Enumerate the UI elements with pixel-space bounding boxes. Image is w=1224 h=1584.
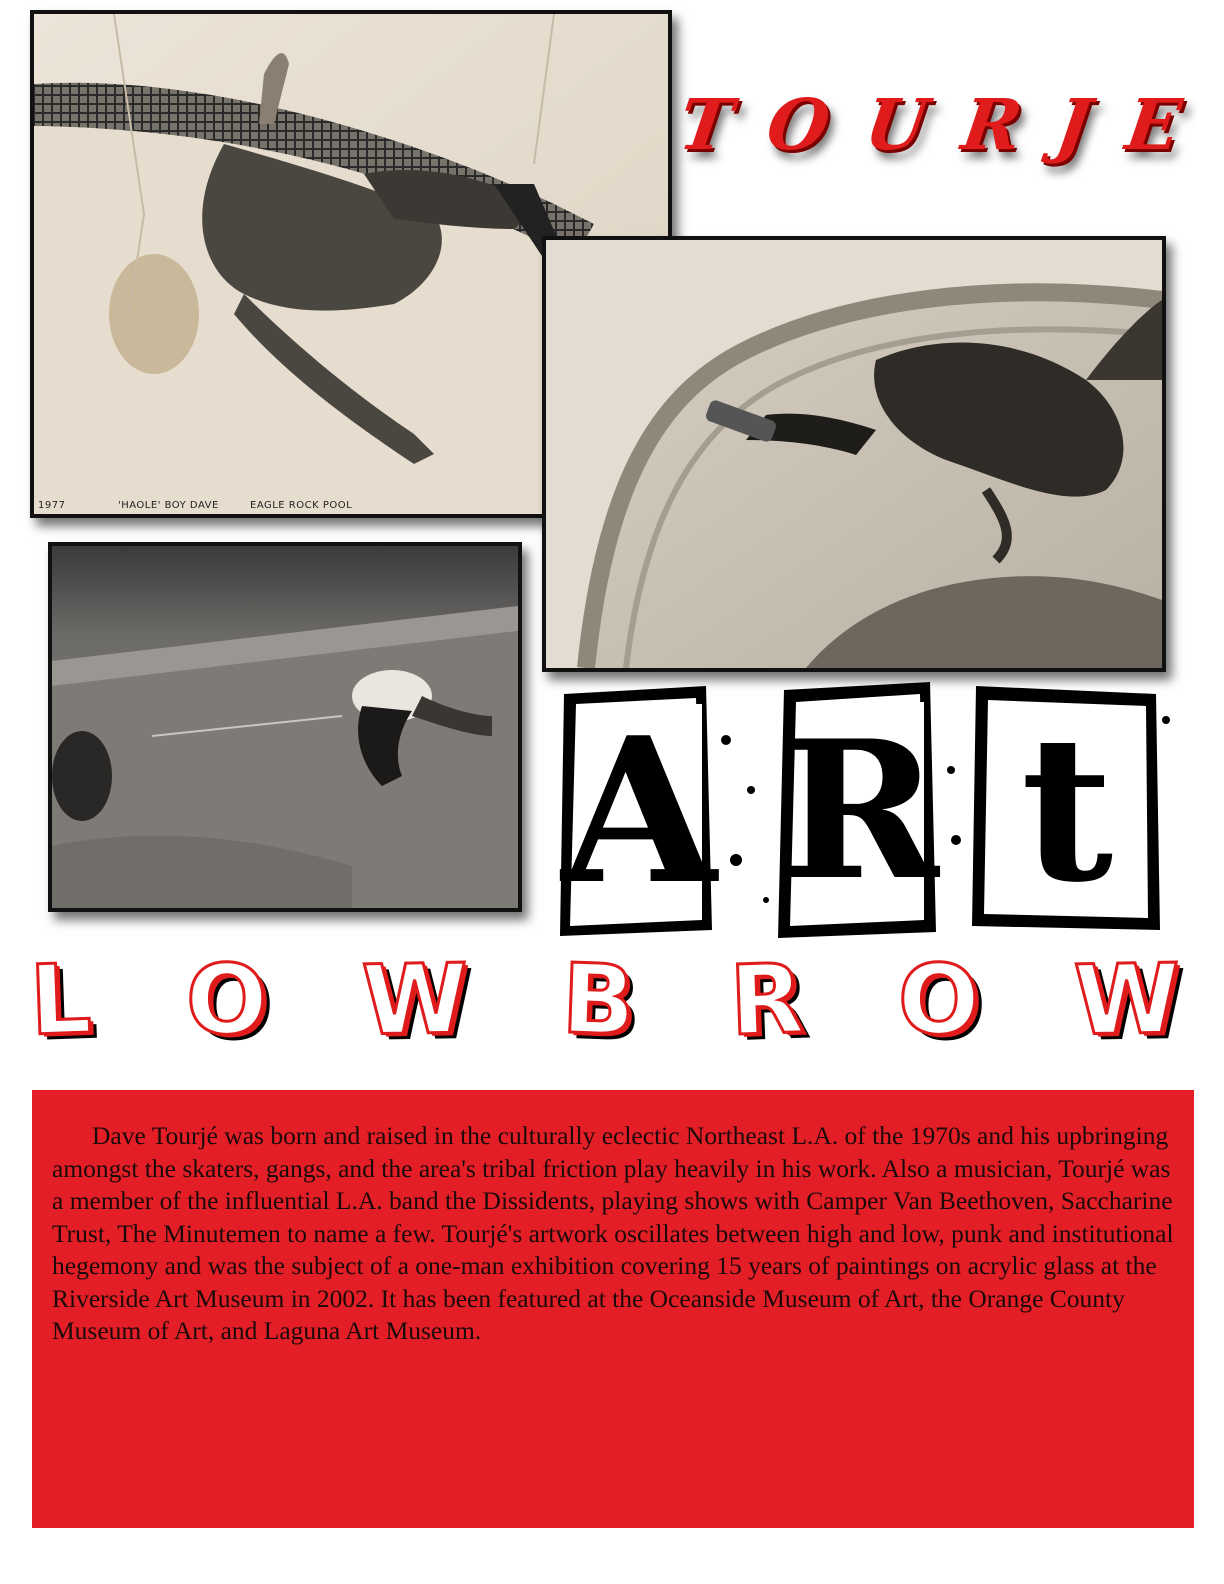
lowbrow-letter: R xyxy=(727,942,806,1058)
art-letter-block xyxy=(781,699,939,922)
lowbrow-letter: B xyxy=(560,942,638,1058)
photo-caption-year: 1977 xyxy=(38,500,66,511)
photo-caption-name: 'HAOLE' BOY DAVE xyxy=(118,500,219,511)
lowbrow-letter: O xyxy=(184,943,269,1057)
art-letter-block xyxy=(988,692,1146,927)
art-letter: R xyxy=(781,699,939,922)
art-heading xyxy=(556,680,1180,942)
photo-caption-place: EAGLE ROCK POOL xyxy=(250,500,353,511)
title-letter: T xyxy=(674,82,738,166)
lowbrow-letter: W xyxy=(1073,943,1181,1057)
lowbrow-letter: O xyxy=(897,943,981,1057)
lowbrow-heading xyxy=(28,942,1181,1058)
title-letter: O xyxy=(762,82,836,166)
title-letter: J xyxy=(1051,82,1097,166)
bio-panel xyxy=(32,1090,1194,1528)
photo-bowl-carve xyxy=(542,236,1166,672)
lowbrow-letter: W xyxy=(360,943,469,1057)
art-letter: t xyxy=(1020,692,1114,927)
title-letter: E xyxy=(1120,82,1186,166)
lowbrow-letter: L xyxy=(28,942,94,1058)
title-letter: R xyxy=(956,82,1027,166)
photo-ditch-skater-image xyxy=(52,546,518,908)
art-letter-block xyxy=(561,694,717,929)
art-letter: A xyxy=(561,694,717,929)
photo-bowl-carve-image xyxy=(546,240,1162,668)
bio-paragraph: Dave Tourjé was born and raised in the culturally eclectic Northeast L.A. of the 1970s and his upbringing amongst the skaters, gangs, and the area's tribal friction play heavily in his work. Also a musician, Tourjé was a member of the influential L.A. band the Dissidents, playing shows with Camper Van Beethoven, Saccharine Trust, The Minutemen to name a few. Tourjé's artwork oscillates between high and low, punk and institutional hegemony and was the subject of a one-man exhibition covering 15 years of paintings on acrylic glass at the Riverside Art Museum in 2002. It has been featured at the Oceanside Museum of Art, the Orange County Museum of Art, and Laguna Art Museum. xyxy=(52,1121,1174,1345)
artist-name-title xyxy=(674,78,1186,170)
title-letter: U xyxy=(859,82,933,166)
photo-ditch-skater xyxy=(48,542,522,912)
